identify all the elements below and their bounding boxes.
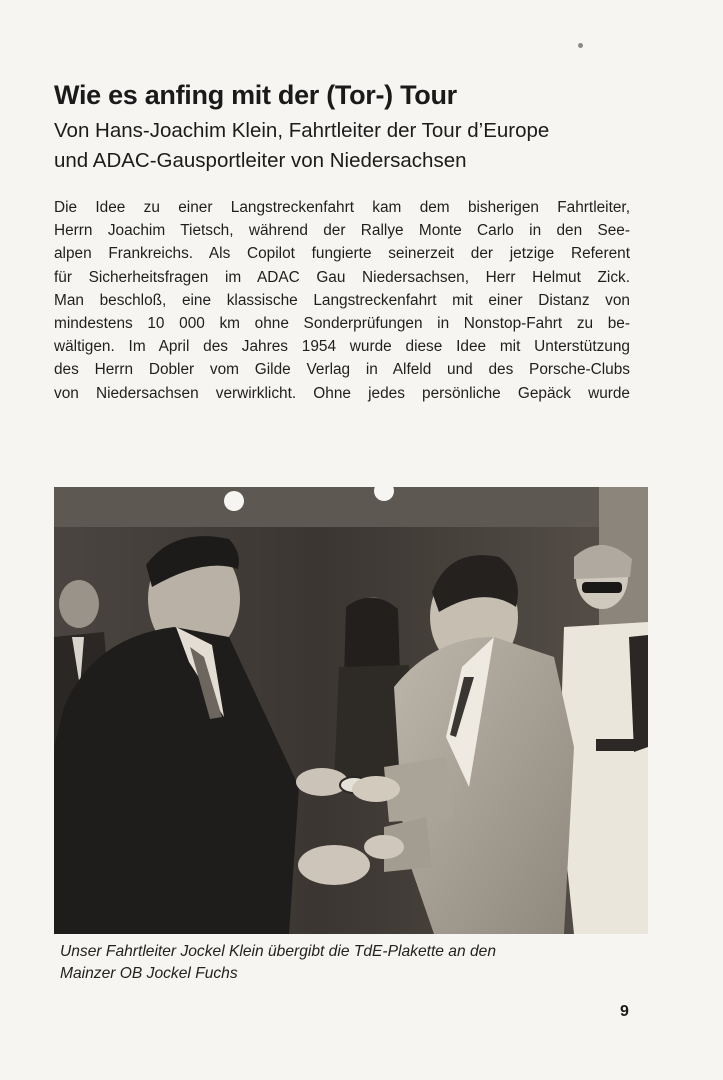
caption-line: Unser Fahrtleiter Jockel Klein übergibt die TdE-Plakette an den xyxy=(60,943,496,960)
photo-caption xyxy=(60,941,640,985)
byline-line: Von Hans-Joachim Klein, Fahrtleiter der Tour d’Europe xyxy=(54,119,550,142)
body-line: mindestens 10 000 km ohne Sonderprüfungen in Nonstop-Fahrt zu be- xyxy=(54,315,630,333)
body-line: Man beschloß, eine klassische Langstreckenfahrt mit einer Distanz von xyxy=(54,291,630,309)
print-speck xyxy=(578,43,583,48)
photo-illustration xyxy=(54,487,648,934)
page-number: 9 xyxy=(620,1003,629,1020)
caption-line: Mainzer OB Jockel Fuchs xyxy=(60,965,238,982)
article-title: Wie es anfing mit der (Tor-) Tour xyxy=(54,80,457,110)
body-line: Die Idee zu einer Langstreckenfahrt kam dem bisherigen Fahrtleiter, xyxy=(54,199,630,216)
article-photo xyxy=(54,487,648,934)
body-line: für Sicherheitsfragen im ADAC Gau Niedersachsen, Herr Helmut Zick. xyxy=(54,268,630,286)
article-body xyxy=(54,196,630,405)
body-line: des Herrn Dobler vom Gilde Verlag in Alfeld und des Porsche-Clubs xyxy=(54,361,630,379)
body-line: von Niedersachsen verwirklicht. Ohne jedes persönliche Gepäck wurde xyxy=(54,384,630,402)
byline-line: und ADAC-Gausportleiter von Niedersachsen xyxy=(54,149,467,172)
body-line: alpen Frankreichs. Als Copilot fungierte seinerzeit der jetzige Referent xyxy=(54,245,630,263)
punch-hole xyxy=(224,491,244,511)
body-line: Herrn Joachim Tietsch, während der Rallye Monte Carlo in den See- xyxy=(54,222,630,240)
body-line: wältigen. Im April des Jahres 1954 wurde diese Idee mit Unterstützung xyxy=(54,338,630,356)
article-byline xyxy=(54,116,694,176)
